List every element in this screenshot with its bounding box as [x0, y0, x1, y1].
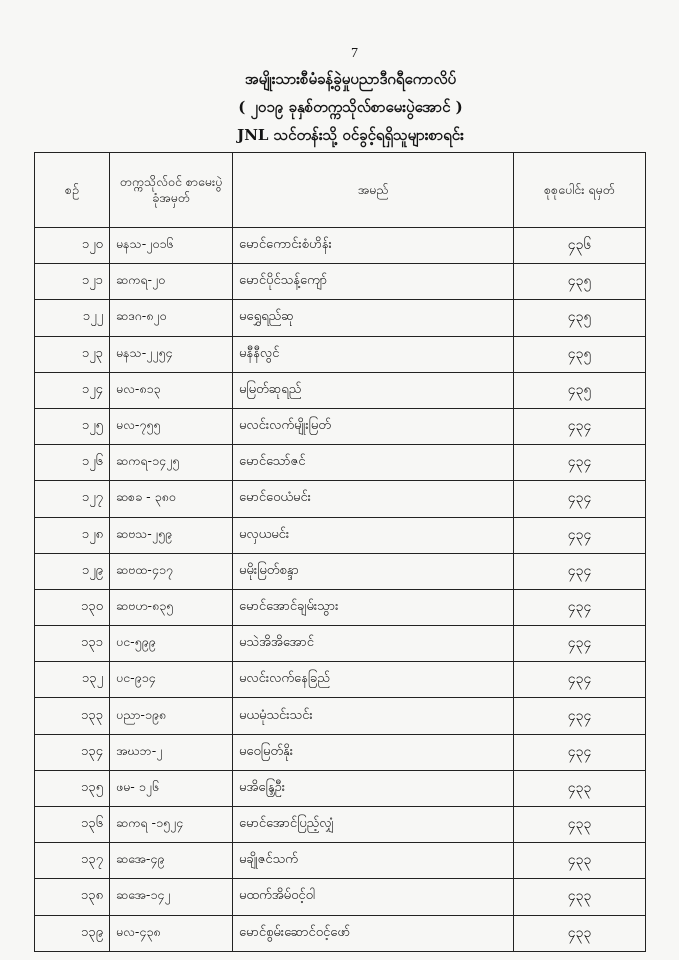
table-row — [35, 879, 646, 915]
table-row — [35, 698, 646, 734]
col-header-no: စဉ် — [35, 153, 110, 228]
cell-name: မောင်အောင်ပြည့်လျှံ — [233, 807, 514, 843]
cell-no: ၁၂၇ — [35, 481, 110, 517]
cell-marks: ၄၃၃ — [514, 807, 646, 843]
table-row — [35, 915, 646, 951]
college-title: အမျိုးသားစီမံခန့်ခွဲမှုပညာဒီဂရီကောလိပ် — [244, 70, 457, 88]
cell-name: မောင်အောင်ချမ်းသွား — [233, 589, 514, 625]
cell-no: ၁၂၅ — [35, 408, 110, 444]
cell-no: ၁၃၉ — [35, 915, 110, 951]
cell-no: ၁၃၃ — [35, 698, 110, 734]
cell-name: မမိုးမြတ်စန္ဒာ — [233, 553, 514, 589]
cell-no: ၁၃၅ — [35, 770, 110, 806]
cell-roll: ဆကရ-၂၀ — [110, 264, 233, 300]
cell-marks: ၄၃၅ — [514, 264, 646, 300]
cell-roll: မနသ-၂၀၁၆ — [110, 228, 233, 264]
cell-no: ၁၃၂ — [35, 662, 110, 698]
cell-no: ၁၂၈ — [35, 517, 110, 553]
cell-name: မမြတ်ဆုရည် — [233, 372, 514, 408]
cell-no: ၁၂၆ — [35, 445, 110, 481]
exam-year-subtitle: ( ၂၀၁၉ ခုနှစ်တက္ကသိုလ်စာမေးပွဲအောင် ) — [238, 98, 463, 116]
table-row — [35, 336, 646, 372]
cell-roll: ဆဗထ-၄၁၇ — [110, 553, 233, 589]
cell-marks: ၄၃၅ — [514, 336, 646, 372]
cell-no: ၁၃၇ — [35, 843, 110, 879]
cell-marks: ၄၃၄ — [514, 589, 646, 625]
cell-no: ၁၃၈ — [35, 879, 110, 915]
cell-roll: အဃဘ-၂ — [110, 734, 233, 770]
cell-roll: ပင-၅၉၉ — [110, 626, 233, 662]
table-row — [35, 843, 646, 879]
table-row — [35, 228, 646, 264]
cell-marks: ၄၃၃ — [514, 915, 646, 951]
cell-no: ၁၂၄ — [35, 372, 110, 408]
cell-marks: ၄၃၄ — [514, 734, 646, 770]
cell-marks: ၄၃၄ — [514, 481, 646, 517]
table-row — [35, 264, 646, 300]
cell-roll: ဆဒဂ-၈၂၀ — [110, 300, 233, 336]
cell-marks: ၄၃၆ — [514, 228, 646, 264]
cell-roll: မလ-၇၅၅ — [110, 408, 233, 444]
cell-roll: ဆဗဟ-၈၃၅ — [110, 589, 233, 625]
table-row — [35, 408, 646, 444]
table-row — [35, 481, 646, 517]
cell-name: မအိန္ဒြေဦး — [233, 770, 514, 806]
table-row — [35, 300, 646, 336]
cell-marks: ၄၃၅ — [514, 300, 646, 336]
cell-marks: ၄၃၄ — [514, 662, 646, 698]
cell-no: ၁၃၁ — [35, 626, 110, 662]
list-title: JNL သင်တန်းသို့ ဝင်ခွင့်ရရှိသူများစာရင်း — [237, 126, 464, 144]
cell-roll: ဆစခ - ၃၈၀ — [110, 481, 233, 517]
cell-marks: ၄၃၃ — [514, 843, 646, 879]
col-header-marks: စုစုပေါင်း ရမှတ် — [514, 153, 646, 228]
table-row — [35, 734, 646, 770]
table-row — [35, 770, 646, 806]
col-header-roll: တက္ကသိုလ်ဝင် စာမေးပွဲ ခုံအမှတ် — [110, 153, 233, 228]
cell-name: မလင်းလက်မျိုးမြတ် — [233, 408, 514, 444]
table-row — [35, 626, 646, 662]
cell-marks: ၄၃၄ — [514, 553, 646, 589]
cell-no: ၁၂၀ — [35, 228, 110, 264]
cell-roll: ပညာ-၁၉၈ — [110, 698, 233, 734]
cell-roll: ပင-၉၁၄ — [110, 662, 233, 698]
cell-no: ၁၂၉ — [35, 553, 110, 589]
cell-marks: ၄၃၄ — [514, 517, 646, 553]
cell-roll: ဆဗသ-၂၅၉ — [110, 517, 233, 553]
table-row — [35, 372, 646, 408]
table-row — [35, 807, 646, 843]
cell-name: မလင်းလက်နေခြည် — [233, 662, 514, 698]
col-header-name: အမည် — [233, 153, 514, 228]
cell-roll: ဆအေ-၄၉ — [110, 843, 233, 879]
cell-name: မောင်သော်ဇင် — [233, 445, 514, 481]
cell-marks: ၄၃၄ — [514, 408, 646, 444]
cell-name: မထက်အိမ်ဝင့်ဝါ — [233, 879, 514, 915]
cell-name: မောင်စွမ်းဆောင်ဝင့်ဖော် — [233, 915, 514, 951]
cell-roll: မလ-၄၃၈ — [110, 915, 233, 951]
cell-marks: ၄၃၃ — [514, 879, 646, 915]
cell-no: ၁၂၁ — [35, 264, 110, 300]
cell-marks: ၄၃၄ — [514, 698, 646, 734]
table-row — [35, 553, 646, 589]
cell-no: ၁၂၃ — [35, 336, 110, 372]
cell-name: မရွှေရည်ဆု — [233, 300, 514, 336]
cell-name: မောင်ဝေယံမင်း — [233, 481, 514, 517]
cell-name: မသဲအိအိအောင် — [233, 626, 514, 662]
admission-table — [34, 152, 646, 952]
table-row — [35, 662, 646, 698]
cell-marks: ၄၃၄ — [514, 445, 646, 481]
cell-name: မောင်ပိုင်သန့်ကျော် — [233, 264, 514, 300]
cell-no: ၁၃၀ — [35, 589, 110, 625]
cell-no: ၁၃၄ — [35, 734, 110, 770]
cell-name: မယမုံသင်းသင်း — [233, 698, 514, 734]
table-row — [35, 517, 646, 553]
page-number: 7 — [351, 46, 358, 61]
cell-roll: ဆအေ-၁၄၂ — [110, 879, 233, 915]
cell-name: မောင်ကောင်းစံဟိန်း — [233, 228, 514, 264]
cell-roll: ဆကရ -၁၅၂၄ — [110, 807, 233, 843]
cell-marks: ၄၃၃ — [514, 770, 646, 806]
table-row — [35, 445, 646, 481]
table-row — [35, 589, 646, 625]
table-header-row — [35, 153, 646, 228]
cell-no: ၁၃၆ — [35, 807, 110, 843]
cell-name: မချိုဇင်သက် — [233, 843, 514, 879]
cell-marks: ၄၃၄ — [514, 626, 646, 662]
cell-name: မလှယမင်း — [233, 517, 514, 553]
cell-marks: ၄၃၅ — [514, 372, 646, 408]
cell-roll: ဖမ- ၁၂၆ — [110, 770, 233, 806]
cell-roll: မနသ-၂၂၅၄ — [110, 336, 233, 372]
cell-name: မနီနီလွင် — [233, 336, 514, 372]
cell-no: ၁၂၂ — [35, 300, 110, 336]
cell-roll: မလ-၈၁၃ — [110, 372, 233, 408]
cell-roll: ဆကရ-၁၄၂၅ — [110, 445, 233, 481]
cell-name: မဝေမြတ်နိုး — [233, 734, 514, 770]
